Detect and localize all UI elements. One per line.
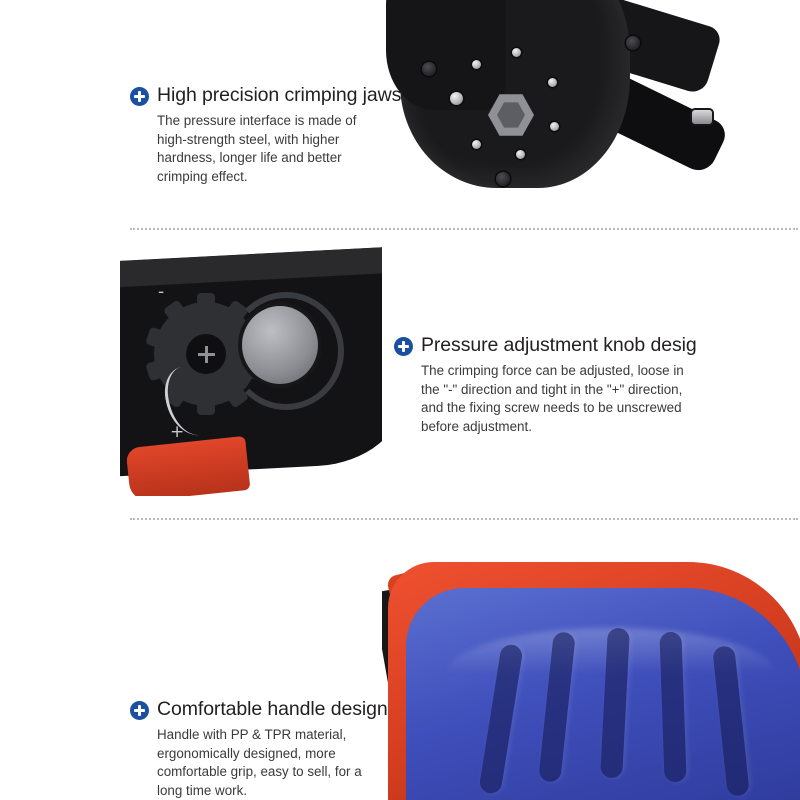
crimping-jaws-photo xyxy=(380,0,800,228)
jaw-screw xyxy=(626,36,640,50)
feature-block-pressure-knob xyxy=(394,332,697,436)
feature-title: Comfortable handle design xyxy=(157,698,388,720)
feature-heading-row xyxy=(130,82,402,108)
jaw-rivet xyxy=(516,150,525,159)
jaw-head-secondary xyxy=(386,0,506,110)
feature-title: High precision crimping jaws xyxy=(157,84,402,106)
section-divider xyxy=(130,518,798,520)
feature-description: The crimping force can be adjusted, loose in the "-" direction and tight in the "+" direction, and the fixing screw needs to be unscrewed before adjustment. xyxy=(421,363,684,434)
jaw-screw xyxy=(422,62,436,76)
jaw-screw xyxy=(496,172,510,186)
plus-badge-icon xyxy=(394,337,413,356)
plus-badge-icon xyxy=(130,701,149,720)
jaw-rivet xyxy=(548,78,557,87)
feature-description: The pressure interface is made of high-strength steel, with higher hardness, longer life and better crimping effect. xyxy=(157,113,357,184)
feature-block-crimping-jaws xyxy=(130,82,402,186)
feature-heading-row xyxy=(130,696,388,722)
jaw-rivet xyxy=(472,140,481,149)
section-divider xyxy=(130,228,798,230)
plus-marking: + xyxy=(170,422,185,442)
comfortable-handle-photo xyxy=(382,552,800,800)
handle-blue-grip xyxy=(406,588,800,800)
feature-heading-row xyxy=(394,332,697,358)
jaw-rivet xyxy=(550,122,559,131)
pressure-knob-photo xyxy=(120,246,382,496)
minus-marking: - xyxy=(158,282,165,302)
feature-block-comfortable-handle xyxy=(130,696,388,800)
plus-badge-icon xyxy=(130,87,149,106)
jaw-pin xyxy=(692,110,712,124)
jaw-rivet xyxy=(450,92,463,105)
feature-title: Pressure adjustment knob desig xyxy=(421,334,697,356)
jaw-rivet xyxy=(512,48,521,57)
jaw-rivet xyxy=(472,60,481,69)
adjustment-knob-icon[interactable] xyxy=(242,306,318,384)
feature-description: Handle with PP & TPR material, ergonomically designed, more comfortable grip, easy to sell, for a long time work. xyxy=(157,727,362,798)
